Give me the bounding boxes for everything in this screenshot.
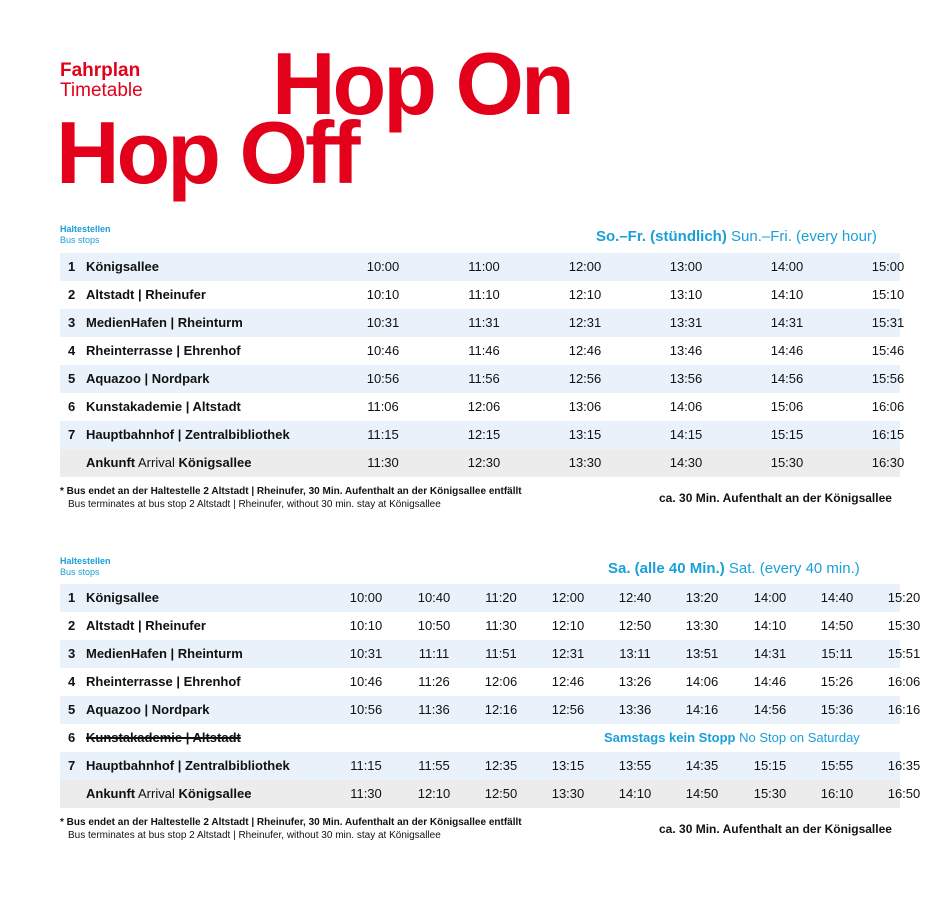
departure-time: 14:35 <box>685 758 719 773</box>
departure-time: 12:56 <box>568 371 602 386</box>
bus-stops-label-en: Bus stops <box>60 567 100 577</box>
no-stop-note-de: Samstags kein Stopp <box>604 730 736 745</box>
departure-time: 16:06 <box>887 674 921 689</box>
stay-note: ca. 30 Min. Aufenthalt an der Königsallee <box>659 491 892 505</box>
departure-time: 13:06 <box>568 399 602 414</box>
departure-time: 14:31 <box>770 315 804 330</box>
departure-time: 14:40 <box>820 590 854 605</box>
stop-name: Altstadt | Rheinufer <box>86 618 206 633</box>
weekday-schedule-heading <box>596 228 877 245</box>
departure-time: 14:56 <box>753 702 787 717</box>
departure-time: 14:06 <box>685 674 719 689</box>
departure-time: 12:06 <box>484 674 518 689</box>
saturday-schedule-en: Sat. (every 40 min.) <box>728 560 860 577</box>
departure-time: 15:10 <box>871 287 905 302</box>
arrival-time: 15:30 <box>753 786 787 801</box>
departure-time: 10:40 <box>417 590 451 605</box>
stop-name: Rheinterrasse | Ehrenhof <box>86 343 241 358</box>
stop-number: 2 <box>68 287 76 302</box>
table-row <box>60 281 905 309</box>
departure-time: 15:15 <box>770 427 804 442</box>
departure-time: 10:31 <box>349 646 383 661</box>
departure-time: 12:35 <box>484 758 518 773</box>
departure-time: 14:46 <box>770 343 804 358</box>
table-row <box>60 421 905 449</box>
departure-time: 14:10 <box>770 287 804 302</box>
departure-time: 11:11 <box>418 646 450 661</box>
arrival-place: Königsallee <box>178 786 252 801</box>
departure-time: 14:16 <box>685 702 719 717</box>
departure-time: 14:56 <box>770 371 804 386</box>
table-row <box>60 640 921 668</box>
departure-time: 12:06 <box>467 399 501 414</box>
departure-time: 10:00 <box>349 590 383 605</box>
departure-time: 11:30 <box>485 618 517 633</box>
departure-time: 15:30 <box>887 618 921 633</box>
departure-time: 13:51 <box>685 646 719 661</box>
stop-number: 3 <box>68 646 76 661</box>
departure-time: 15:46 <box>871 343 905 358</box>
departure-time: 10:10 <box>349 618 383 633</box>
departure-time: 15:11 <box>821 646 853 661</box>
arrival-label-de: Ankunft <box>86 455 136 470</box>
departure-time: 15:06 <box>770 399 804 414</box>
arrival-time: 11:30 <box>367 455 399 470</box>
stop-number: 3 <box>68 315 76 330</box>
hop-on-logo-text: Hop On <box>272 34 572 133</box>
table-row <box>60 393 905 421</box>
departure-time: 11:55 <box>418 758 450 773</box>
saturday-schedule-heading <box>608 560 860 577</box>
stop-number: 6 <box>68 399 76 414</box>
bus-stops-label-en: Bus stops <box>60 235 100 245</box>
arrival-time: 14:30 <box>669 455 703 470</box>
footnote-en: Bus terminates at bus stop 2 Altstadt | Rheinufer, without 30 min. stay at Königsallee <box>68 830 441 841</box>
departure-time: 13:10 <box>669 287 703 302</box>
departure-time: 14:00 <box>753 590 787 605</box>
stop-number: 1 <box>68 590 76 605</box>
departure-time: 12:00 <box>551 590 585 605</box>
stop-number: 7 <box>68 427 76 442</box>
bus-stops-label-de: Haltestellen <box>60 224 111 234</box>
departure-time: 15:51 <box>887 646 921 661</box>
fahrplan-title: Fahrplan <box>60 60 141 81</box>
departure-time: 13:55 <box>618 758 652 773</box>
arrival-time: 11:30 <box>350 786 382 801</box>
stop-name: Hauptbahnhof | Zentralbibliothek <box>86 427 290 442</box>
departure-time: 15:26 <box>820 674 854 689</box>
departure-time: 11:20 <box>485 590 517 605</box>
departure-time: 15:15 <box>753 758 787 773</box>
table-row <box>60 309 905 337</box>
departure-time: 10:00 <box>366 259 400 274</box>
stop-name: Hauptbahnhof | Zentralbibliothek <box>86 758 290 773</box>
arrival-row <box>60 780 921 808</box>
arrival-label-en: Arrival <box>138 455 175 470</box>
departure-time: 10:31 <box>366 315 400 330</box>
departure-time: 12:10 <box>568 287 602 302</box>
stop-number: 6 <box>68 730 76 745</box>
table-row <box>60 752 921 780</box>
departure-time: 14:10 <box>753 618 787 633</box>
departure-time: 12:15 <box>467 427 501 442</box>
departure-time: 15:55 <box>820 758 854 773</box>
stop-number: 7 <box>68 758 76 773</box>
no-stop-note-en: No Stop on Saturday <box>739 730 860 745</box>
arrival-time: 12:10 <box>417 786 451 801</box>
departure-time: 15:00 <box>871 259 905 274</box>
table-row <box>60 668 921 696</box>
departure-time: 12:56 <box>551 702 585 717</box>
departure-time: 16:16 <box>887 702 921 717</box>
stop-name: Aquazoo | Nordpark <box>86 702 210 717</box>
departure-time: 10:46 <box>366 343 400 358</box>
stop-number: 4 <box>68 674 76 689</box>
stop-name: MedienHafen | Rheinturm <box>86 315 243 330</box>
stop-name: Königsallee <box>86 259 159 274</box>
table-row <box>60 584 921 612</box>
stay-note: ca. 30 Min. Aufenthalt an der Königsallee <box>659 822 892 836</box>
departure-time: 12:10 <box>551 618 585 633</box>
stop-number: 5 <box>68 371 76 386</box>
saturday-schedule-de: Sa. (alle 40 Min.) <box>608 560 725 577</box>
stop-name: MedienHafen | Rheinturm <box>86 646 243 661</box>
departure-time: 15:31 <box>871 315 905 330</box>
departure-time: 11:06 <box>367 399 399 414</box>
arrival-time: 14:10 <box>618 786 652 801</box>
departure-time: 13:20 <box>685 590 719 605</box>
departure-time: 11:56 <box>468 371 500 386</box>
arrival-label <box>86 449 251 477</box>
departure-time: 15:36 <box>820 702 854 717</box>
departure-time: 13:30 <box>685 618 719 633</box>
no-stop-note <box>604 724 860 752</box>
table-row <box>60 337 905 365</box>
arrival-time: 16:30 <box>871 455 905 470</box>
arrival-time: 13:30 <box>551 786 585 801</box>
departure-time: 12:46 <box>551 674 585 689</box>
departure-time: 12:31 <box>551 646 585 661</box>
stop-name: Kunstakademie | Altstadt <box>86 399 241 414</box>
departure-time: 13:31 <box>669 315 703 330</box>
departure-time: 16:35 <box>887 758 921 773</box>
arrival-label <box>86 780 251 808</box>
departure-time: 11:31 <box>468 315 500 330</box>
departure-time: 12:31 <box>568 315 602 330</box>
timetable-title: Timetable <box>60 80 143 101</box>
stop-number: 1 <box>68 259 76 274</box>
departure-time: 16:06 <box>871 399 905 414</box>
departure-time: 10:10 <box>366 287 400 302</box>
departure-time: 13:56 <box>669 371 703 386</box>
arrival-time: 12:50 <box>484 786 518 801</box>
stop-number: 4 <box>68 343 76 358</box>
departure-time: 14:06 <box>669 399 703 414</box>
departure-time: 11:51 <box>485 646 517 661</box>
departure-time: 11:36 <box>418 702 450 717</box>
arrival-place: Königsallee <box>178 455 252 470</box>
weekday-schedule-en: Sun.–Fri. (every hour) <box>731 228 877 245</box>
arrival-time: 16:10 <box>820 786 854 801</box>
departure-time: 13:11 <box>619 646 651 661</box>
departure-time: 10:56 <box>349 702 383 717</box>
stop-name: Königsallee <box>86 590 159 605</box>
departure-time: 14:31 <box>753 646 787 661</box>
departure-time: 11:15 <box>367 427 399 442</box>
departure-time: 14:15 <box>669 427 703 442</box>
arrival-time: 13:30 <box>568 455 602 470</box>
departure-time: 12:16 <box>484 702 518 717</box>
departure-time: 13:00 <box>669 259 703 274</box>
stop-number: 2 <box>68 618 76 633</box>
stop-name: Aquazoo | Nordpark <box>86 371 210 386</box>
departure-time: 13:36 <box>618 702 652 717</box>
departure-time: 13:26 <box>618 674 652 689</box>
footnote-de: * Bus endet an der Haltestelle 2 Altstadt | Rheinufer, 30 Min. Aufenthalt an der Königsallee entfällt <box>60 817 522 828</box>
departure-time: 12:40 <box>618 590 652 605</box>
table-row <box>60 696 921 724</box>
departure-time: 15:56 <box>871 371 905 386</box>
departure-time: 10:56 <box>366 371 400 386</box>
footnote-en: Bus terminates at bus stop 2 Altstadt | Rheinufer, without 30 min. stay at Königsallee <box>68 499 441 510</box>
arrival-time: 15:30 <box>770 455 804 470</box>
departure-time: 11:26 <box>418 674 450 689</box>
arrival-time: 14:50 <box>685 786 719 801</box>
departure-time: 10:46 <box>349 674 383 689</box>
departure-time: 13:15 <box>568 427 602 442</box>
departure-time: 14:00 <box>770 259 804 274</box>
table-row <box>60 253 905 281</box>
departure-time: 13:46 <box>669 343 703 358</box>
departure-time: 11:00 <box>468 259 500 274</box>
arrival-time: 16:50 <box>887 786 921 801</box>
stop-name-struck: Kunstakademie | Altstadt <box>86 730 241 745</box>
arrival-label-en: Arrival <box>138 786 175 801</box>
arrival-time: 12:30 <box>467 455 501 470</box>
table-row-no-stop <box>60 724 900 752</box>
departure-time: 12:00 <box>568 259 602 274</box>
stop-number: 5 <box>68 702 76 717</box>
stop-name: Altstadt | Rheinufer <box>86 287 206 302</box>
arrival-row <box>60 449 905 477</box>
departure-time: 12:50 <box>618 618 652 633</box>
departure-time: 14:50 <box>820 618 854 633</box>
stop-name: Rheinterrasse | Ehrenhof <box>86 674 241 689</box>
departure-time: 13:15 <box>551 758 585 773</box>
departure-time: 11:15 <box>350 758 382 773</box>
arrival-label-de: Ankunft <box>86 786 136 801</box>
departure-time: 11:10 <box>468 287 500 302</box>
departure-time: 12:46 <box>568 343 602 358</box>
table-row <box>60 612 921 640</box>
footnote-de: * Bus endet an der Haltestelle 2 Altstadt | Rheinufer, 30 Min. Aufenthalt an der Königsallee entfällt <box>60 486 522 497</box>
departure-time: 11:46 <box>468 343 500 358</box>
departure-time: 15:20 <box>887 590 921 605</box>
departure-time: 16:15 <box>871 427 905 442</box>
hop-off-logo-text: Hop Off <box>56 103 358 202</box>
bus-stops-label-de: Haltestellen <box>60 556 111 566</box>
departure-time: 10:50 <box>417 618 451 633</box>
departure-time: 14:46 <box>753 674 787 689</box>
table-row <box>60 365 905 393</box>
weekday-schedule-de: So.–Fr. (stündlich) <box>596 228 727 245</box>
